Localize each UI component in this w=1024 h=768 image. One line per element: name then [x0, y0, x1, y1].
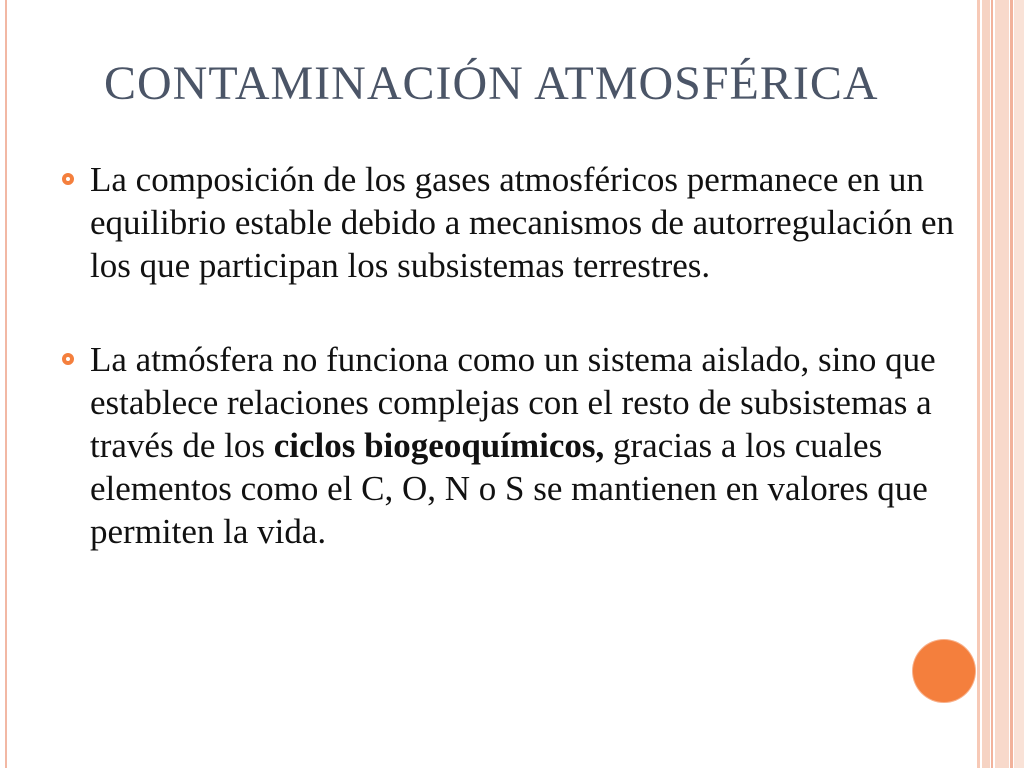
bullet-ring-icon [62, 353, 74, 365]
right-border-stripe [1010, 0, 1013, 768]
bullet-ring-icon [62, 173, 74, 185]
bullet-text: gracias a los cuales elementos como el C, O, N o S se mantienen en valores que permiten la vida. [90, 426, 928, 551]
bold-term: ciclos biogeoquímicos, [273, 426, 605, 465]
right-border-stripe [995, 0, 1009, 768]
right-border-stripe [977, 0, 980, 768]
bullet-text: La composición de los gases atmosféricos permanece en un equilibrio estable debido a mecanismos de autorregulación en los que participan los subsistemas terrestres. [90, 160, 955, 285]
right-border-stripe [991, 0, 993, 768]
right-border-stripe [982, 0, 990, 768]
right-border-stripe [1014, 0, 1024, 768]
bullet-text: La atmósfera no funciona como un sistema aislado, sino que establece relaciones complejas con el resto de subsistemas a través de los [90, 340, 936, 465]
bullet-list [60, 158, 960, 553]
bullet-item [60, 338, 960, 553]
bullet-item [60, 158, 960, 287]
decorative-circle [913, 640, 975, 702]
left-border-line [5, 0, 7, 768]
slide-title: CONTAMINACIÓN ATMOSFÉRICA [104, 57, 879, 110]
